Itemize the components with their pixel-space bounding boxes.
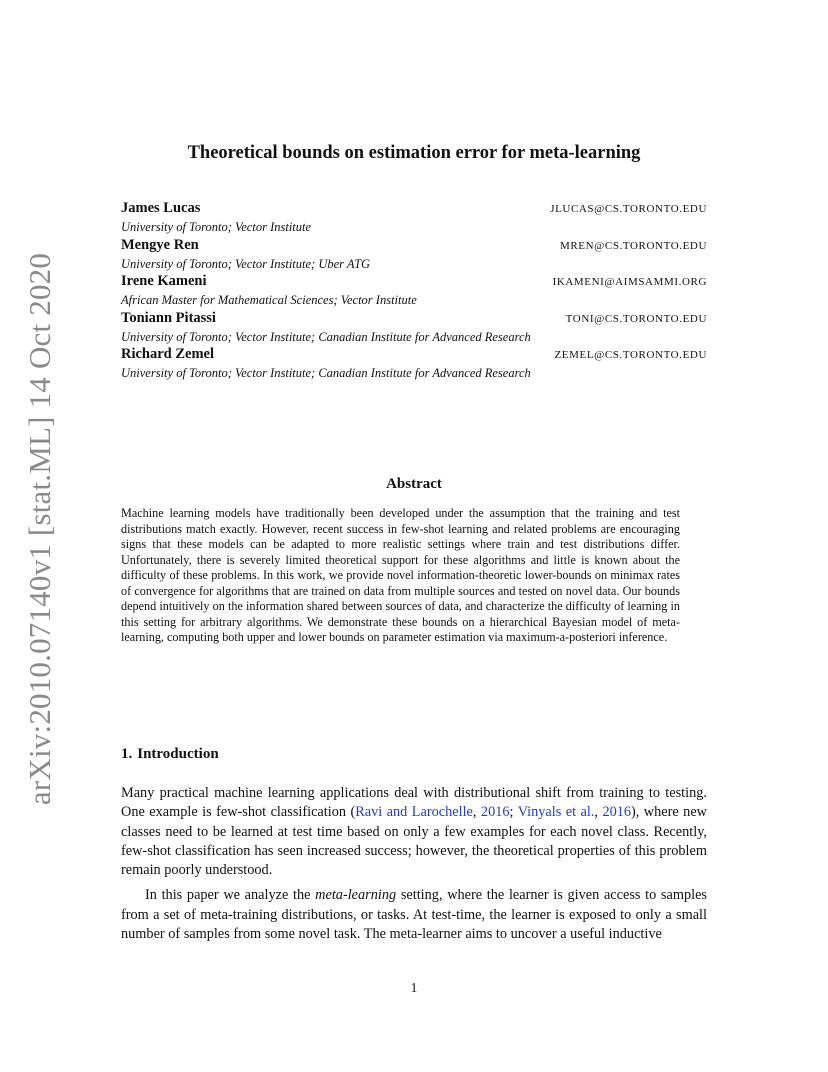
author-affiliation: African Master for Mathematical Sciences; Vector Institute: [121, 293, 417, 307]
abstract-heading: Abstract: [386, 476, 442, 492]
page-number: 1: [410, 980, 418, 995]
author-name: Toniann Pitassi: [121, 309, 216, 326]
author-email: JLUCAS@CS.TORONTO.EDU: [550, 203, 707, 215]
author-name: Richard Zemel: [121, 346, 215, 362]
author-affiliation: University of Toronto; Vector Institute; Canadian Institute for Advanced Research: [121, 329, 531, 344]
citation-year-link-ravi[interactable]: 2016: [480, 804, 510, 821]
citation-link-vinyals[interactable]: Vinyals et al.: [517, 804, 595, 821]
section-number: 1.: [121, 746, 133, 762]
author-email: IKAMENI@AIMSAMMI.ORG: [552, 276, 707, 288]
arxiv-identifier-text: arXiv:2010.07140v1 [stat.ML] 14 Oct 2020: [22, 252, 57, 806]
author-affiliation: University of Toronto; Vector Institute; Canadian Institute for Advanced Research: [121, 366, 531, 380]
emphasis-term: meta-learning: [315, 887, 397, 904]
citation-separator: ,: [472, 804, 481, 821]
author-email: ZEMEL@CS.TORONTO.EDU: [554, 349, 707, 361]
citation-year-link-vinyals[interactable]: 2016: [602, 804, 632, 821]
paragraph-text: In this paper we analyze the: [145, 887, 316, 904]
arxiv-identifier: [20, 252, 60, 806]
author-entry: [121, 200, 707, 237]
section-title: Introduction: [137, 746, 219, 762]
author-entry: [121, 273, 707, 310]
citation-separator: ,: [594, 804, 603, 821]
author-email: TONI@CS.TORONTO.EDU: [565, 312, 707, 325]
introduction-paragraph-2: [121, 886, 707, 944]
author-affiliation: University of Toronto; Vector Institute: [121, 220, 312, 234]
paragraph-text: ), where new classes need to be learned at test time based on only a few examples for each novel class. Recently, few-shot classification has seen increased success; however, the theoretical properties of this problem remain poorly understood.: [121, 804, 708, 879]
abstract-body: [121, 506, 680, 646]
author-entry: [121, 310, 707, 347]
citation-separator: ;: [509, 804, 518, 821]
author-name: Mengye Ren: [121, 236, 199, 253]
paragraph-text: setting, where the learner is given access to samples from a set of meta-training distributions, or tasks. At test-time, the learner is exposed to only a small number of samples from some novel task. The meta-learner aims to uncover a useful inductive: [121, 887, 707, 943]
author-entry: [121, 346, 707, 383]
introduction-body: [121, 784, 707, 944]
section-heading-introduction: [121, 746, 219, 763]
introduction-paragraph-1: [121, 784, 707, 880]
author-affiliation: University of Toronto; Vector Institute; Uber ATG: [121, 256, 371, 271]
author-list: [121, 200, 707, 383]
paper-title: Theoretical bounds on estimation error for meta-learning: [187, 143, 641, 163]
author-name: James Lucas: [121, 200, 201, 216]
citation-link-ravi[interactable]: Ravi and Larochelle: [355, 804, 473, 821]
paragraph-text: Many practical machine learning applications deal with distributional shift from training to testing. One example is few-shot classification (: [121, 785, 707, 821]
author-entry: [121, 237, 707, 274]
author-email: MREN@CS.TORONTO.EDU: [559, 239, 707, 252]
author-name: Irene Kameni: [121, 273, 207, 289]
abstract-text: Machine learning models have traditionally been developed under the assumption that the training and test distributions match exactly. However, recent success in few-shot learning and related problems are encouraging signs that these models can be adapted to more realistic settings where train and test distributions differ. Unfortunately, there is severely limited theoretical support for these algorithms and little is known about the difficulty of these problems. In this work, we provide novel information-theoretic lower-bounds on minimax rates of convergence for algorithms that are trained on data from multiple sources and tested on novel data. Our bounds depend intuitively on the information shared between sources of data, and characterize the difficulty of learning in this setting for arbitrary algorithms. We demonstrate these bounds on a hierarchical Bayesian model of meta-learning, computing both upper and lower bounds on parameter estimation via maximum-a-posteriori inference.: [121, 506, 680, 644]
